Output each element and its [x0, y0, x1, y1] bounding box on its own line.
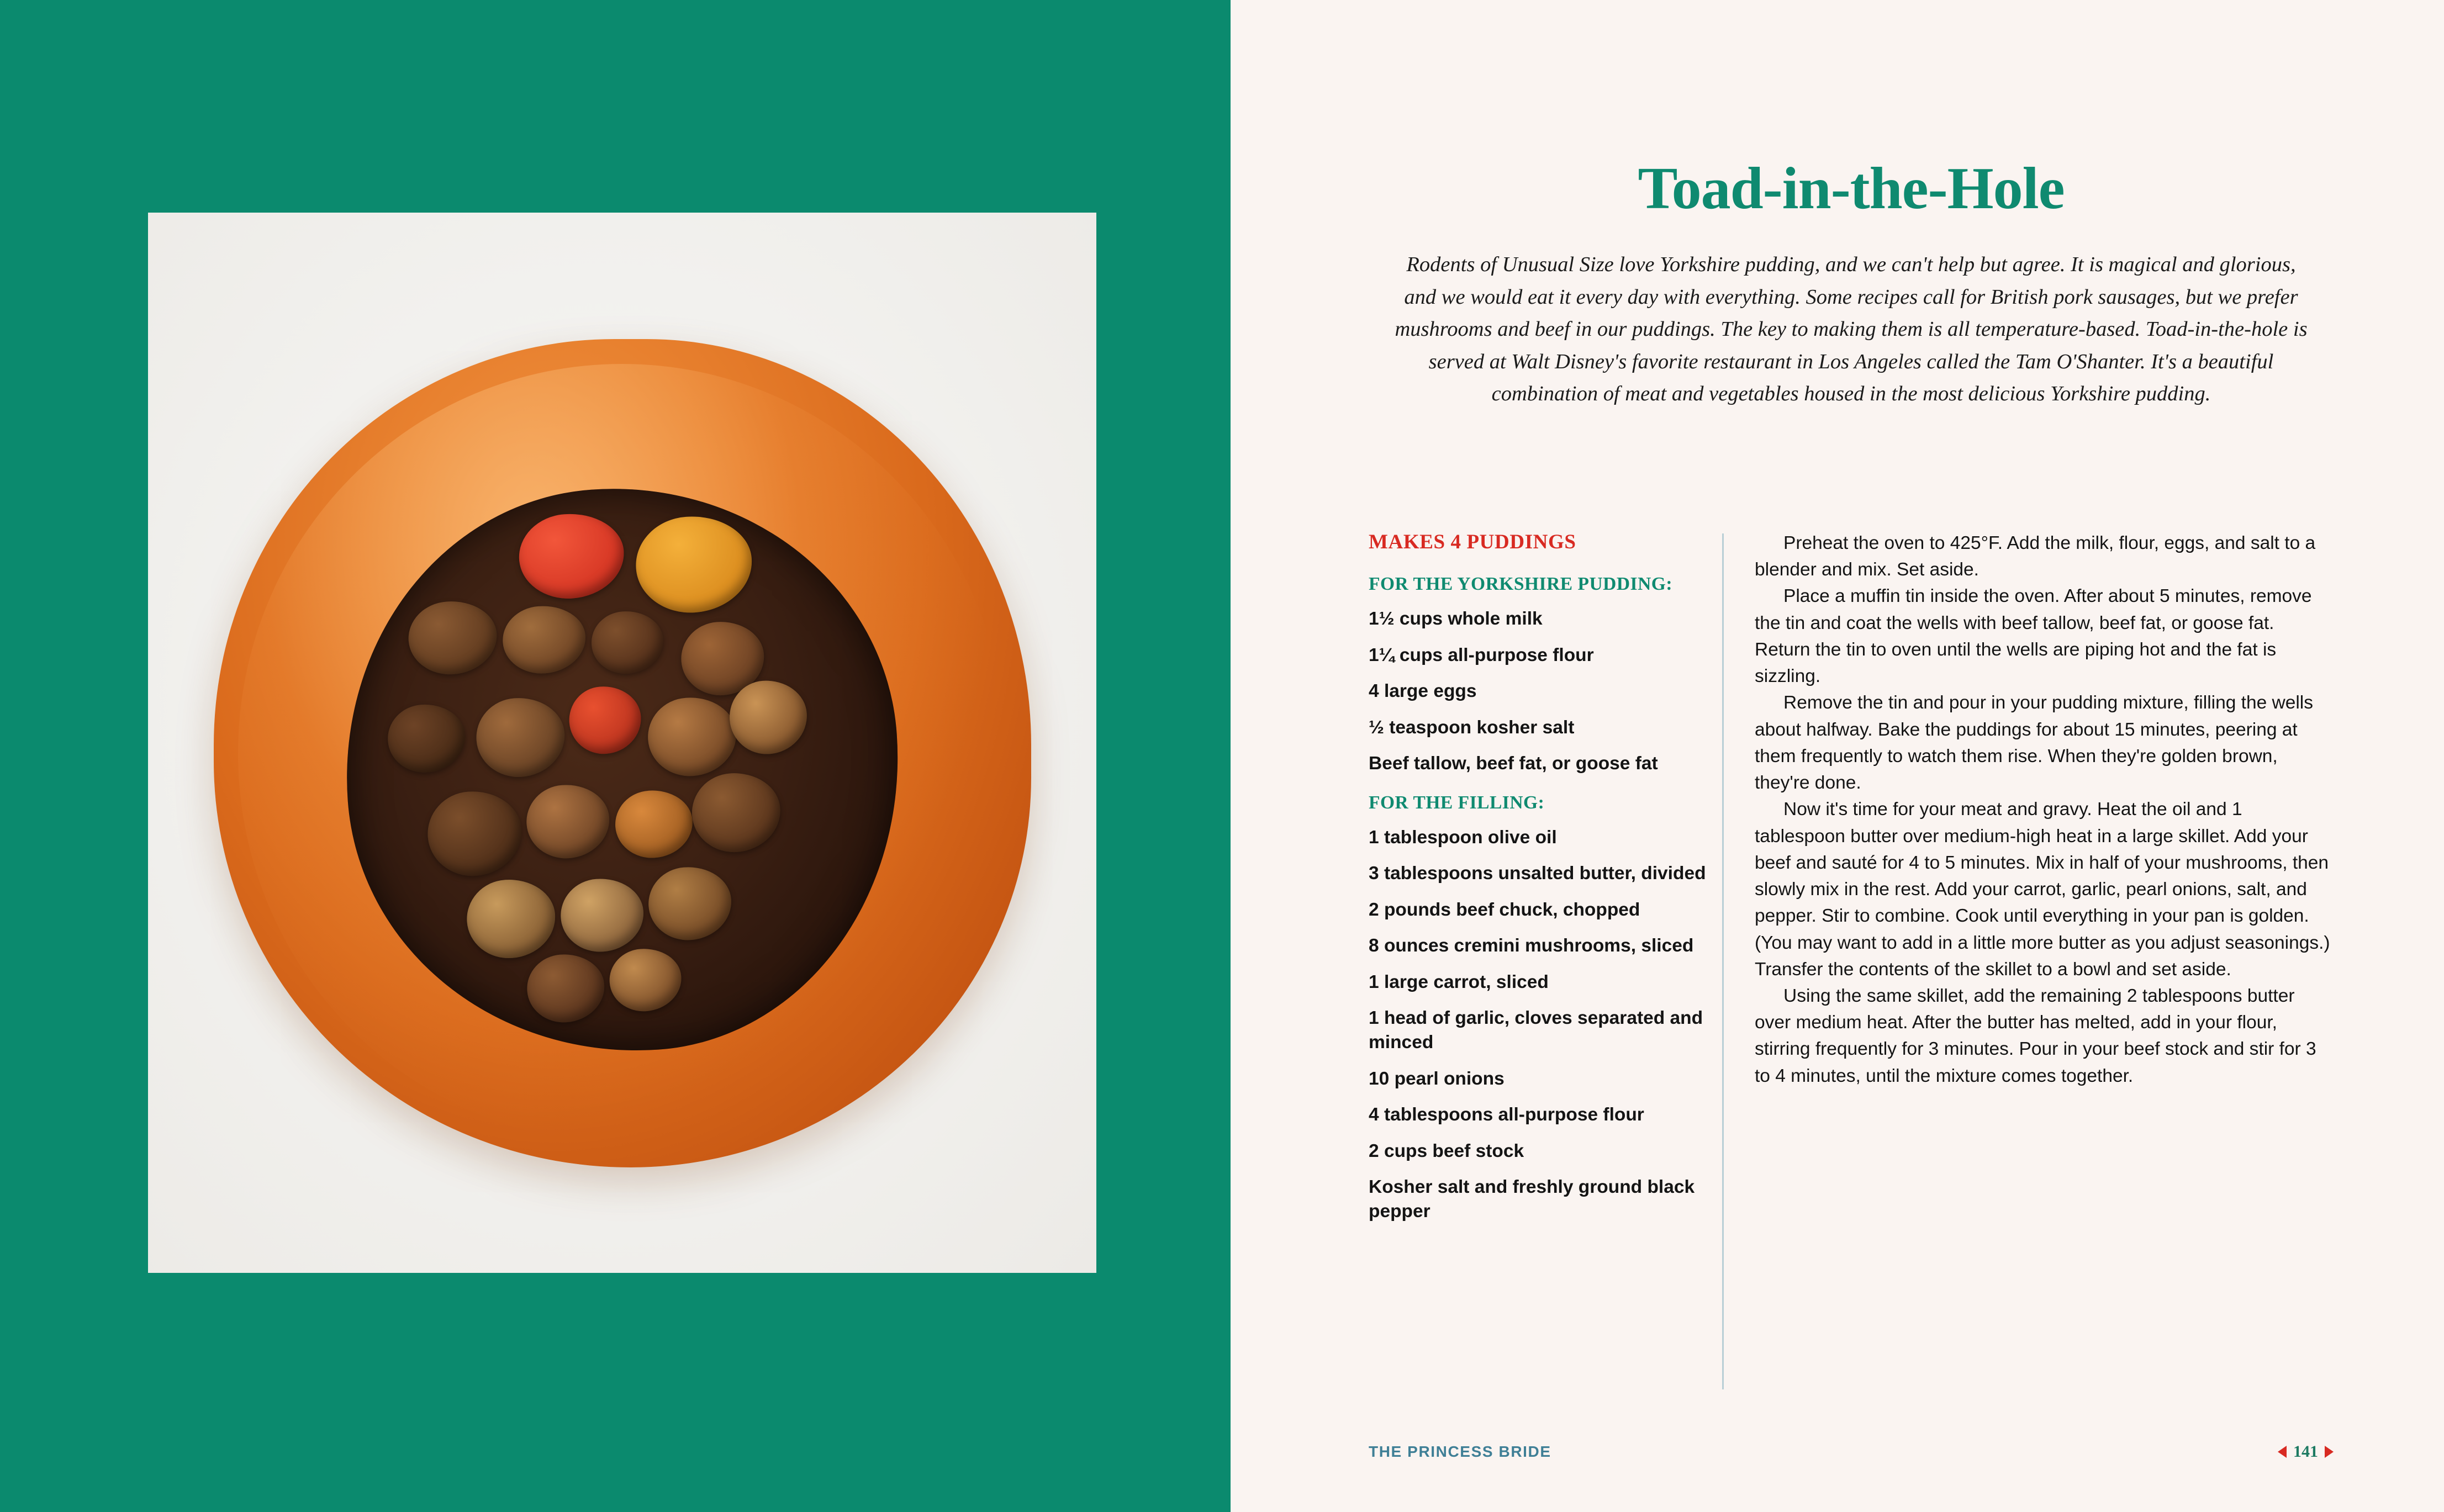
- photo-background: [148, 213, 1096, 1273]
- list-item: 3 tablespoons unsalted butter, divided: [1369, 863, 1706, 884]
- method-step: Using the same skillet, add the remaining 2 tablespoons butter over medium heat. After the butter has melted, add in your flour, stirring frequently for 3 minutes. Pour in your beef stock and stir for 3 to 4 minutes, until the mixture comes together.: [1755, 985, 2316, 1086]
- list-item: 4 tablespoons all-purpose flour: [1369, 1104, 1644, 1125]
- list-item: 8 ounces cremini mushrooms, sliced: [1369, 935, 1694, 956]
- method-step: Preheat the oven to 425°F. Add the milk, flour, eggs, and salt to a blender and mix. Set aside.: [1755, 533, 2316, 580]
- ingredients-column: [1369, 530, 1722, 1389]
- page-footer: [1369, 1442, 2334, 1461]
- method-step: Now it's time for your meat and gravy. Heat the oil and 1 tablespoon butter over medium-high heat in a large skillet. Add your beef and sauté for 4 to 5 minutes. Mix in half of your mushrooms, then slowly mix in the rest. Add your carrot, garlic, pearl onions, salt, and pepper. Stir to combine. Cook until everything in your pan is golden. (You may want to add in a little more butter as you adjust seasonings.) Transfer the contents of the skillet to a bowl and set aside.: [1755, 799, 2330, 980]
- page-title: Toad-in-the-Hole: [1638, 156, 2065, 221]
- recipe-headnote: Rodents of Unusual Size love Yorkshire pudding, and we can't help but agree. It is magical and glorious, and we would eat it every day with everything. Some recipes call for British pork sausages, but we prefer mushrooms and beef in our puddings. The key to making them is all temperature-based. Toad-in-the-hole is served at Walt Disney's favorite restaurant in Los Angeles called the Tam O'Shanter. It's a beautiful combination of meat and vegetables housed in the most delicious Yorkshire pudding.: [1395, 253, 2308, 406]
- book-title: THE PRINCESS BRIDE: [1369, 1443, 1551, 1460]
- list-item: 2 cups beef stock: [1369, 1140, 1524, 1161]
- yorkshire-pudding-shape: [214, 339, 1031, 1167]
- list-item: ½ teaspoon kosher salt: [1369, 717, 1575, 738]
- list-item: 10 pearl onions: [1369, 1068, 1505, 1089]
- list-item: Kosher salt and freshly ground black pepper: [1369, 1177, 1695, 1222]
- list-item: Beef tallow, beef fat, or goose fat: [1369, 753, 1658, 774]
- pudding-filling: [327, 470, 917, 1070]
- method-column: [1724, 530, 2334, 1389]
- recipe-photo: [148, 213, 1096, 1273]
- list-item: 2 pounds beef chuck, chopped: [1369, 899, 1640, 920]
- section-heading-pudding: FOR THE YORKSHIRE PUDDING:: [1369, 574, 1672, 594]
- arrow-right-icon: [2325, 1446, 2334, 1458]
- recipe-columns: [1369, 530, 2334, 1389]
- method-step: Place a muffin tin inside the oven. After about 5 minutes, remove the tin and coat the wells with beef tallow, beef fat, or goose fat. Return the tin to oven until the wells are piping hot and the fat is sizzling.: [1755, 586, 2312, 687]
- list-item: 1 large carrot, sliced: [1369, 971, 1549, 992]
- list-item: 1¼ cups all-purpose flour: [1369, 644, 1594, 665]
- folio: [2278, 1442, 2334, 1461]
- list-item: 4 large eggs: [1369, 681, 1477, 702]
- method-step: Remove the tin and pour in your pudding mixture, filling the wells about halfway. Bake the puddings for about 15 minutes, peering at them frequently to watch them rise. When they're golden brown, they're done.: [1755, 692, 2313, 794]
- list-item: 1 head of garlic, cloves separated and minced: [1369, 1008, 1703, 1053]
- recipe-yield: MAKES 4 PUDDINGS: [1369, 531, 1576, 553]
- list-item: 1 tablespoon olive oil: [1369, 827, 1557, 848]
- section-heading-filling: FOR THE FILLING:: [1369, 792, 1545, 813]
- page-number: 141: [2293, 1442, 2318, 1461]
- arrow-left-icon: [2278, 1446, 2287, 1458]
- list-item: 1½ cups whole milk: [1369, 609, 1543, 629]
- right-page-recipe: [1231, 0, 2444, 1512]
